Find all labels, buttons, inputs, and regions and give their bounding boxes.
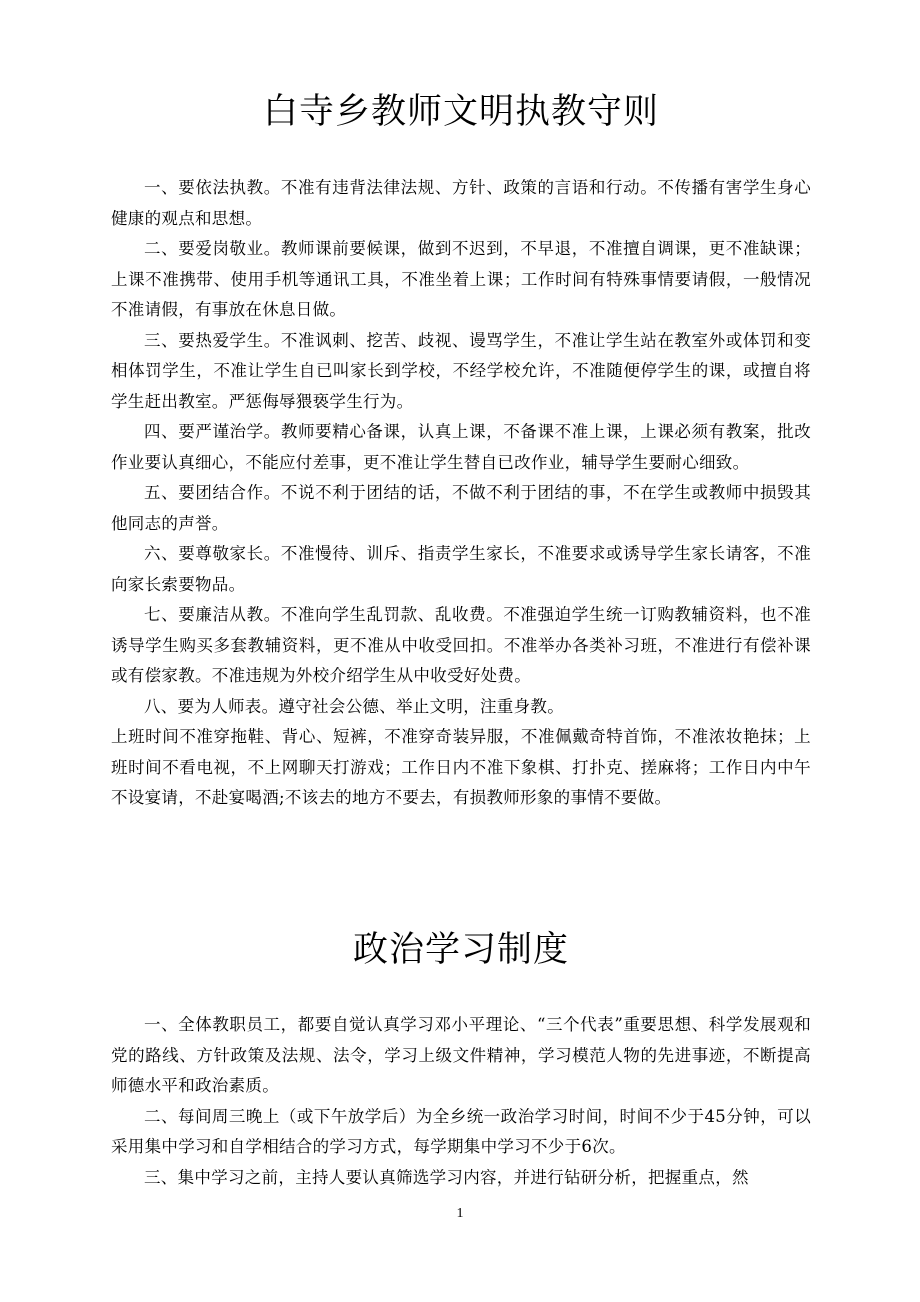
paragraph: 三、集中学习之前，主持人要认真筛选学习内容，并进行钻研分析，把握重点，然 [144, 1167, 749, 1187]
section-title-teacher-code: 白寺乡教师文明执教守则 [262, 92, 659, 132]
section-political-study [111, 1010, 811, 1193]
paragraph: 三、要热爱学生。不准讽刺、挖苦、歧视、谩骂学生，不准让学生站在教室外或体罚和变相体罚学生，不准让学生自已叫家长到学校，不经学校允许，不准随便停学生的课，或擅自将学生赶出教室。严惩侮辱猥亵学生行为。 [111, 330, 811, 411]
section-teacher-code [111, 173, 811, 814]
paragraph: 一、要依法执教。不准有违背法律法规、方针、政策的言语和行动。不传播有害学生身心健康的观点和思想。 [111, 178, 811, 228]
paragraph: 七、要廉洁从教。不准向学生乱罚款、乱收费。不准强迫学生统一订购教辅资料，也不准诱导学生购买多套教辅资料，更不准从中收受回扣。不准举办各类补习班，不准进行有偿补课或有偿家教。不准违规为外校介绍学生从中收受好处费。 [111, 605, 811, 685]
paragraph: 四、要严谨治学。教师要精心备课，认真上课，不备课不准上课，上课必须有教案，批改作业要认真细心，不能应付差事，更不准让学生替自已改作业，辅导学生要耐心细致。 [111, 422, 811, 472]
paragraph: 六、要尊敬家长。不准慢待、训斥、指责学生家长，不准要求或诱导学生家长请客，不准向家长索要物品。 [111, 544, 811, 594]
paragraph: 二、每间周三晚上（或下午放学后）为全乡统一政治学习时间，时间不少于45分钟，可以采用集中学习和自学相结合的学习方式，每学期集中学习不少于6次。 [111, 1106, 811, 1156]
paragraph: 一、全体教职员工，都要自觉认真学习邓小平理论、“三个代表”重要思想、科学发展观和党的路线、方针政策及法规、法令，学习上级文件精神，学习模范人物的先进事迹，不断提高师德水平和政治素质。 [111, 1015, 811, 1095]
paragraph-final: 上班时间不准穿拖鞋、背心、短裤，不准穿奇装异服，不准佩戴奇特首饰，不准浓妆艳抹；上班时间不看电视，不上网聊天打游戏；工作日内不准下象棋、打扑克、搓麻将；工作日内中午不设宴请，不赴宴喝酒;不该去的地方不要去，有损教师形象的事情不要做。 [111, 727, 811, 807]
page-number: 1 [456, 1206, 464, 1221]
paragraph: 五、要团结合作。不说不利于团结的话，不做不利于团结的事，不在学生或教师中损毁其他同志的声誉。 [111, 483, 811, 533]
paragraph: 二、要爱岗敬业。教师课前要候课，做到不迟到，不早退，不准擅自调课，更不准缺课；上课不准携带、使用手机等通讯工具，不准坐着上课；工作时间有特殊事情要请假，一般情况不准请假，有事放在休息日做。 [111, 239, 811, 319]
paragraph: 八、要为人师表。遵守社会公德、举止文明，注重身教。 [144, 696, 564, 716]
section-title-political-study: 政治学习制度 [352, 930, 569, 970]
